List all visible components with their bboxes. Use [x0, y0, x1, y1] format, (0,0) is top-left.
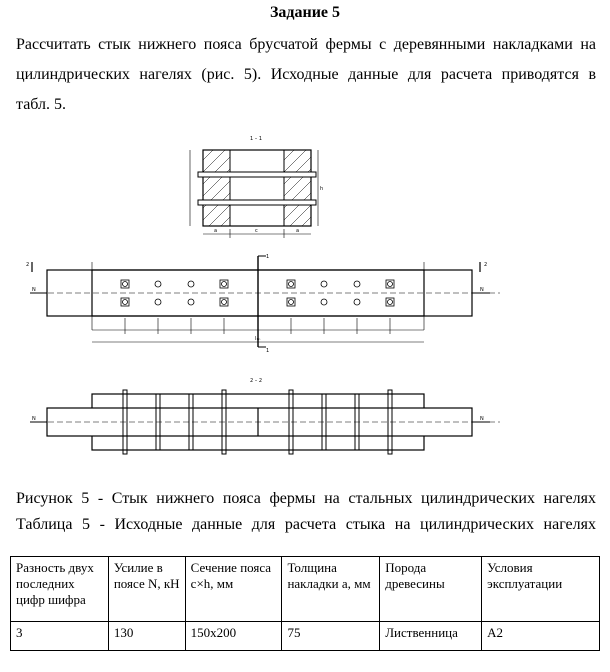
header-cell: Усилие в поясе N, кН: [108, 557, 185, 622]
figure-caption: Рисунок 5 - Стык нижнего пояса фермы на стальных цилиндрических нагелях: [16, 490, 596, 507]
force-left-2: N: [32, 416, 36, 422]
header-cell: Толщина накладки a, мм: [282, 557, 380, 622]
header-cell: Разность двух последних цифр шифра: [11, 557, 109, 622]
table-header-row: [11, 557, 600, 622]
cut-1-bottom: 1: [266, 348, 270, 354]
header-cell: Сечение пояса c×h, мм: [185, 557, 282, 622]
table-cell: Лиственница: [380, 622, 482, 651]
task-heading: Задание 5: [269, 4, 341, 21]
section-2-label: 2 – 2: [250, 378, 263, 384]
task-line-2: цилиндрических нагелях (рис. 5). Исходные данные для расчета приводятся в: [16, 66, 596, 83]
force-left: N: [32, 287, 36, 293]
dim-a-right: a: [296, 228, 300, 234]
cut-2-right: 2: [484, 262, 488, 268]
table-row: [11, 622, 600, 651]
dim-total: l₁ₙ: [255, 336, 261, 342]
task-line-1: Рассчитать стык нижнего пояса брусчатой фермы с деревянными накладками на: [16, 36, 596, 53]
table-cell: 130: [108, 622, 185, 651]
table-cell: 75: [282, 622, 380, 651]
header-cell: Условия эксплуатации: [482, 557, 600, 622]
task-line-3: табл. 5.: [16, 96, 67, 113]
input-data-table: [10, 556, 600, 651]
table-cell: 150х200: [185, 622, 282, 651]
cut-1-top: 1: [266, 254, 270, 260]
force-right-2: N: [480, 416, 484, 422]
dim-a-left: a: [214, 228, 218, 234]
force-right: N: [480, 287, 484, 293]
table-cell: 3: [11, 622, 109, 651]
table-cell: А2: [482, 622, 600, 651]
table-caption: Таблица 5 - Исходные данные для расчета стыка на цилиндрических нагелях: [16, 516, 596, 533]
section-1-label: 1 – 1: [250, 136, 263, 142]
dim-h: h: [320, 186, 324, 192]
header-cell: Порода древесины: [380, 557, 482, 622]
cut-2-left: 2: [26, 262, 30, 268]
dim-c: c: [255, 228, 258, 234]
